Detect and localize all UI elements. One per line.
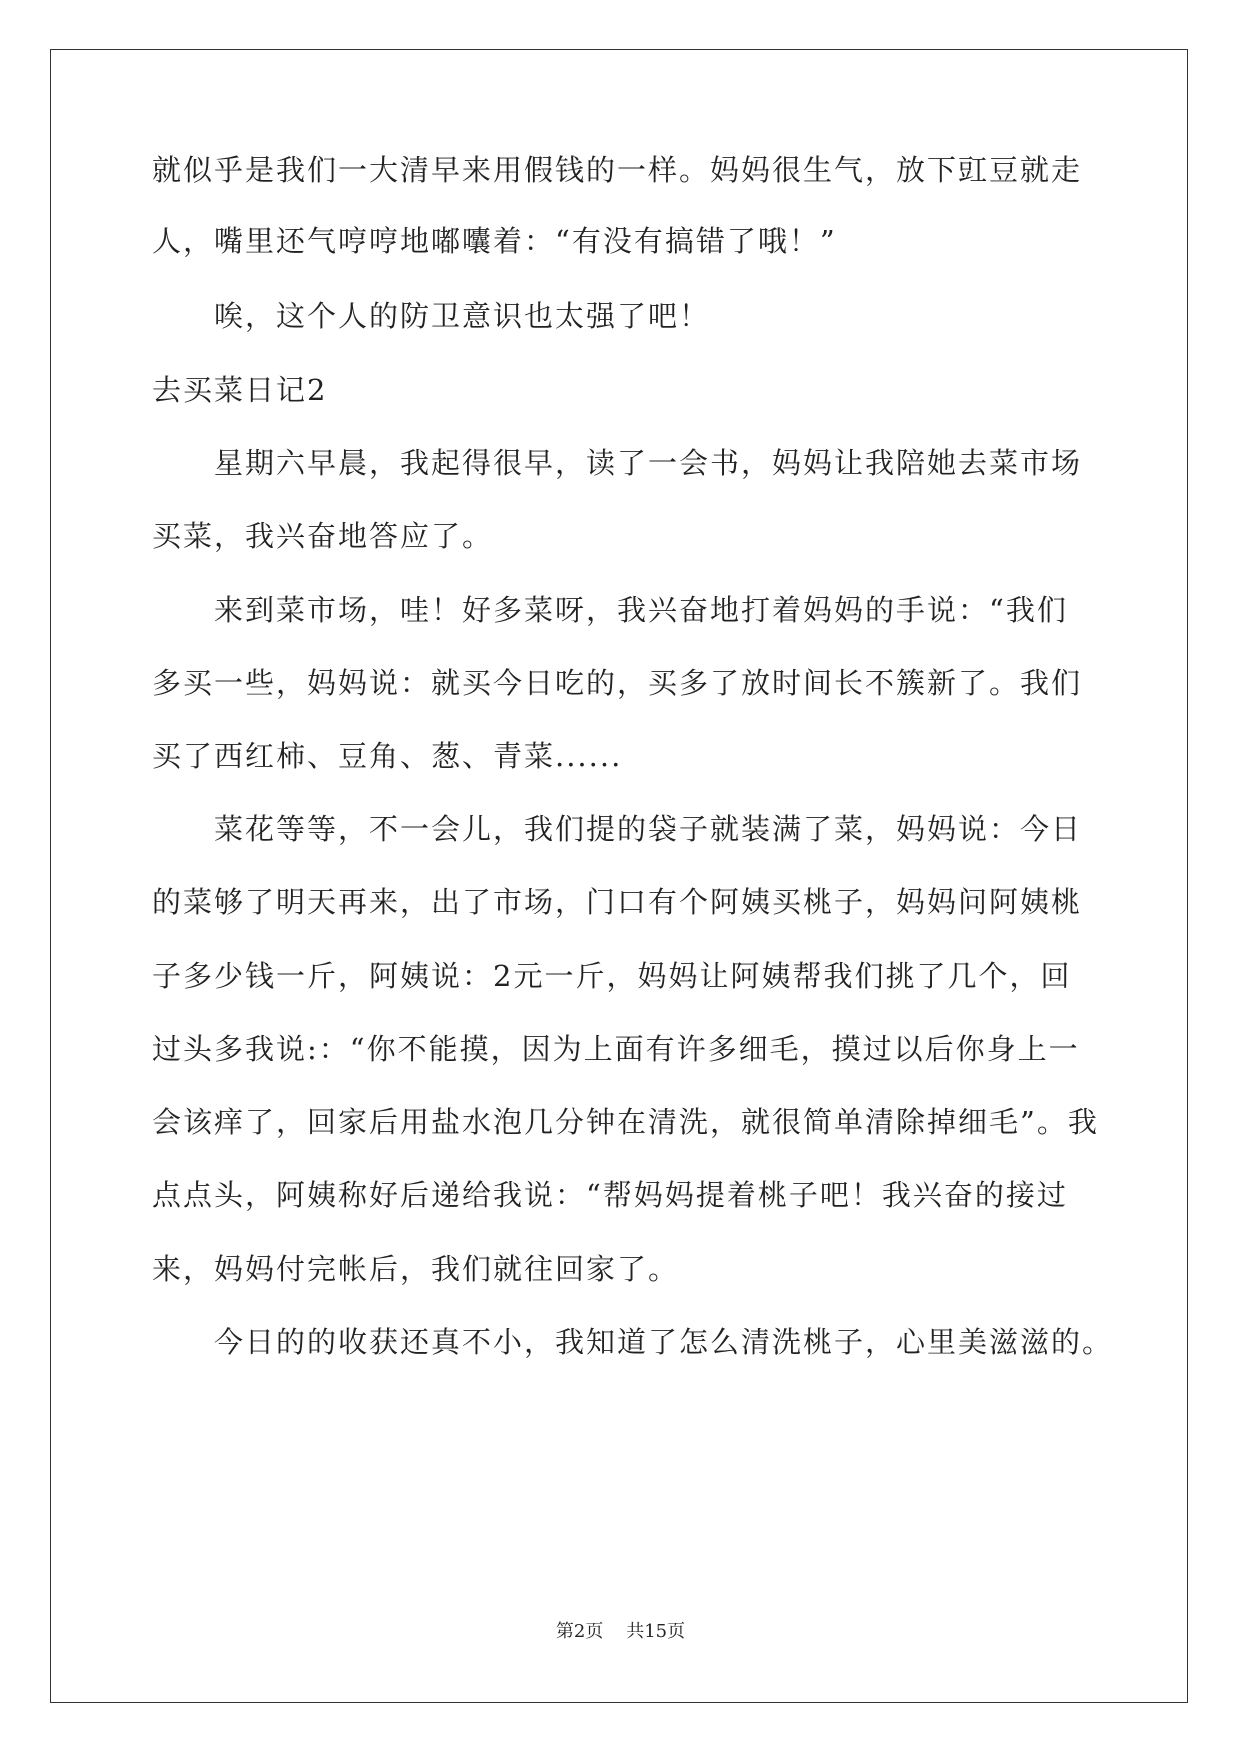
total-pages: 共15页: [626, 1621, 686, 1642]
body-line: 会该痒了，回家后用盐水泡几分钟在清洗，就很简单清除掉细毛”。我: [152, 1105, 1099, 1139]
body-line: 子多少钱一斤，阿姨说：2元一斤，妈妈让阿姨帮我们挑了几个，回: [152, 959, 1072, 993]
body-line: 菜花等等，不一会儿，我们提的袋子就装满了菜，妈妈说：今日: [214, 812, 1083, 846]
body-line: 就似乎是我们一大清早来用假钱的一样。妈妈很生气，放下豇豆就走: [152, 153, 1083, 187]
body-line: 买菜，我兴奋地答应了。: [152, 519, 494, 553]
body-line: 人，嘴里还气哼哼地嘟囔着：“有没有搞错了哦！”: [152, 224, 837, 258]
body-line: 来，妈妈付完帐后，我们就往回家了。: [152, 1252, 680, 1286]
page-footer: [0, 1620, 1241, 1644]
page-number: 第2页: [555, 1621, 604, 1642]
body-line: 买了西红柿、豆角、葱、青菜......: [152, 739, 623, 773]
body-line: 星期六早晨，我起得很早，读了一会书，妈妈让我陪她去菜市场: [214, 446, 1083, 480]
body-line: 点点头，阿姨称好后递给我说：“帮妈妈提着桃子吧！我兴奋的接过: [152, 1178, 1068, 1212]
body-line: 唉，这个人的防卫意识也太强了吧！: [214, 299, 711, 333]
body-line: 的菜够了明天再来，出了市场，门口有个阿姨买桃子，妈妈问阿姨桃: [152, 885, 1083, 919]
body-line: 多买一些，妈妈说：就买今日吃的，买多了放时间长不簇新了。我们: [152, 666, 1083, 700]
body-line: 过头多我说:：“你不能摸，因为上面有许多细毛，摸过以后你身上一: [152, 1032, 1080, 1066]
body-line: 来到菜市场，哇！好多菜呀，我兴奋地打着妈妈的手说：“我们: [214, 593, 1068, 627]
section-heading: 去买菜日记2: [152, 373, 328, 407]
body-line: 今日的的收获还真不小，我知道了怎么清洗桃子，心里美滋滋的。: [214, 1325, 1114, 1359]
